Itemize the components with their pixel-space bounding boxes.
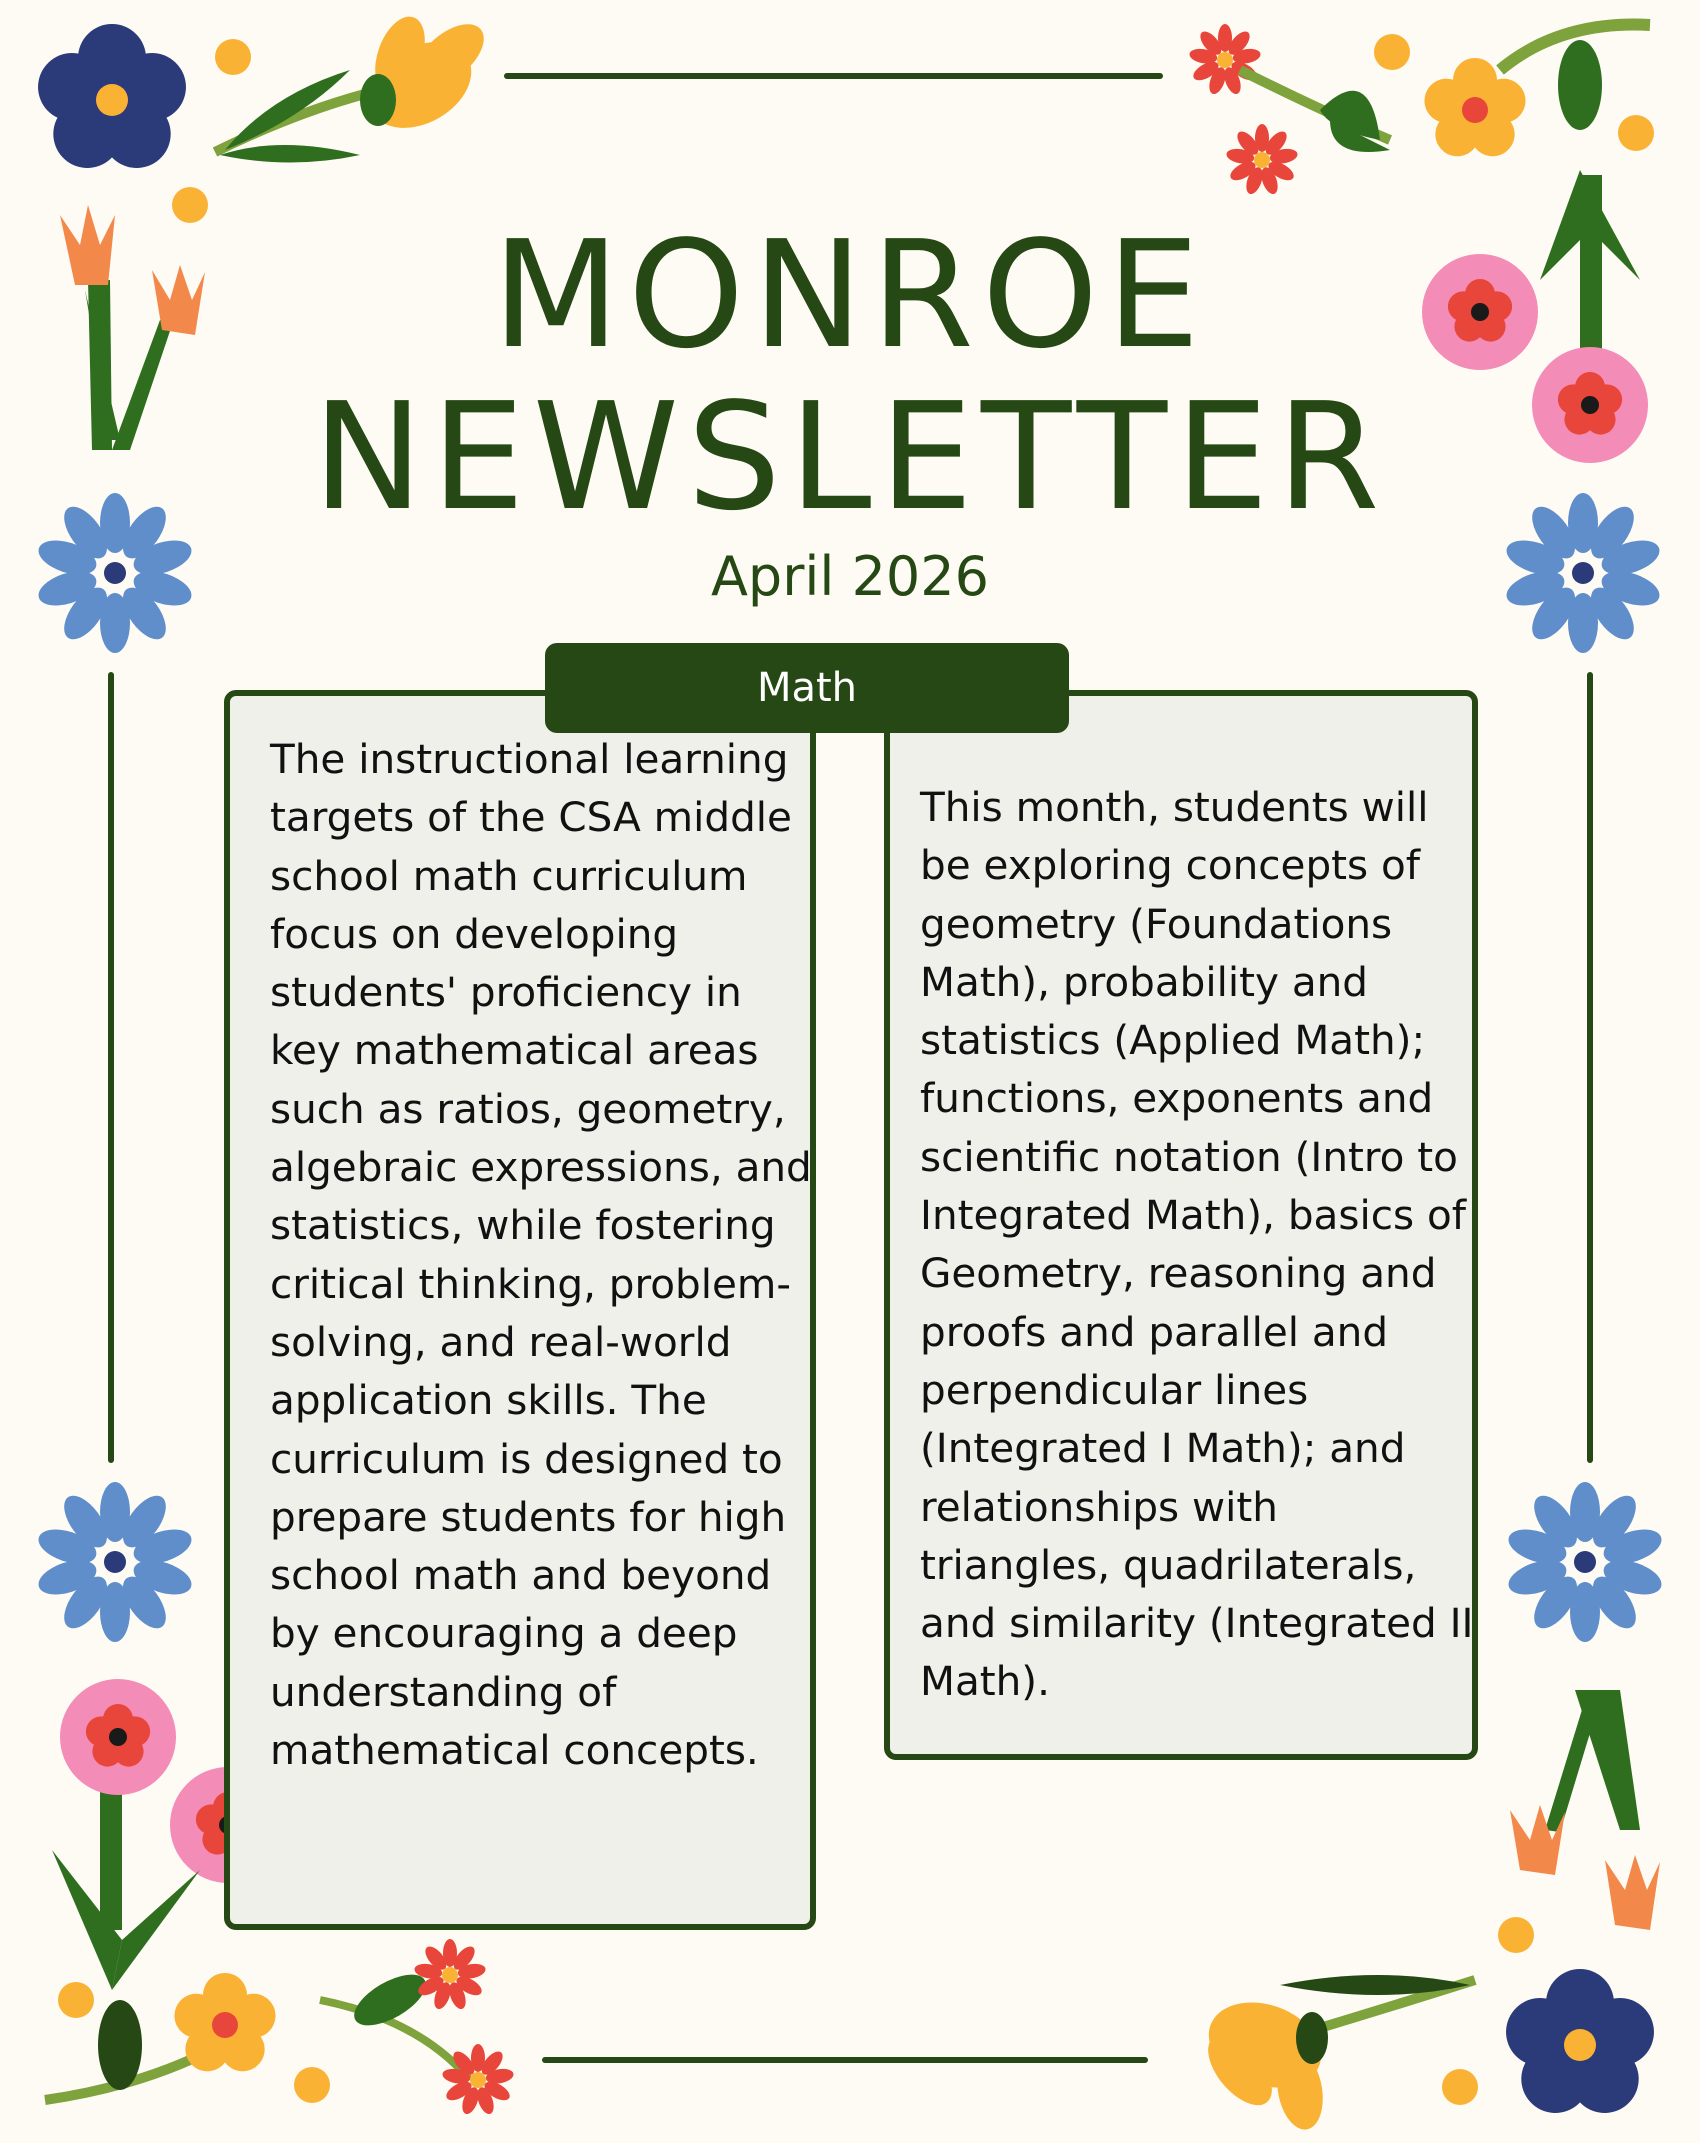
yellow-dot-icon: [1498, 1917, 1534, 1953]
math-overview-box: [224, 690, 816, 1930]
math-overview-text: The instructional learning targets of the CSA middle school math curriculum focus on developing students' proficiency in key mathematical areas such as ratios, geometry, algebraic expressions, and statistics, while fostering critical thinking, problem-solving, and real-world application skills. The curriculum is designed to prepare students for high school math and beyond by encouraging a deep understanding of mathematical concepts.: [270, 735, 812, 1775]
yellow-dot-icon: [1374, 34, 1410, 70]
orange-tulip-icon: [1510, 1690, 1660, 1930]
yellow-tulip-icon: [215, 10, 495, 163]
navy-flower-icon: [1497, 1969, 1663, 2126]
newsletter-title-line1: MONROE: [492, 209, 1208, 381]
yellow-dot-icon: [215, 39, 251, 75]
navy-flower-icon: [29, 24, 195, 181]
orange-flower-icon: [1419, 58, 1532, 165]
red-daisy-icon: [1225, 124, 1298, 196]
blue-daisy-icon: [34, 1482, 195, 1642]
yellow-tulip-icon: [1196, 1975, 1475, 2133]
blue-daisy-icon: [1504, 1482, 1665, 1642]
leaf-sprig-icon: [1500, 25, 1650, 130]
red-daisy-icon: [320, 1939, 515, 2116]
newsletter-title-line2: NEWSLETTER: [312, 371, 1388, 543]
yellow-dot-icon: [58, 1982, 94, 2018]
math-this-month-box: [884, 690, 1478, 1760]
math-this-month-text: This month, students will be exploring concepts of geometry (Foundations Math), probability and statistics (Applied Math); functions, exponents and scientific notation (Intro to Integrated Math), basics of Geometry, reasoning and proofs and parallel and perpendicular lines (Integrated I Math); and relationships with triangles, quadrilaterals, and similarity (Integrated II Math).: [920, 783, 1474, 1706]
red-daisy-icon: [1188, 24, 1261, 96]
newsletter-date: April 2026: [710, 545, 989, 608]
yellow-dot-icon: [1618, 115, 1654, 151]
section-heading-math: Math: [545, 643, 1069, 733]
yellow-dot-icon: [1442, 2069, 1478, 2105]
yellow-dot-icon: [294, 2067, 330, 2103]
